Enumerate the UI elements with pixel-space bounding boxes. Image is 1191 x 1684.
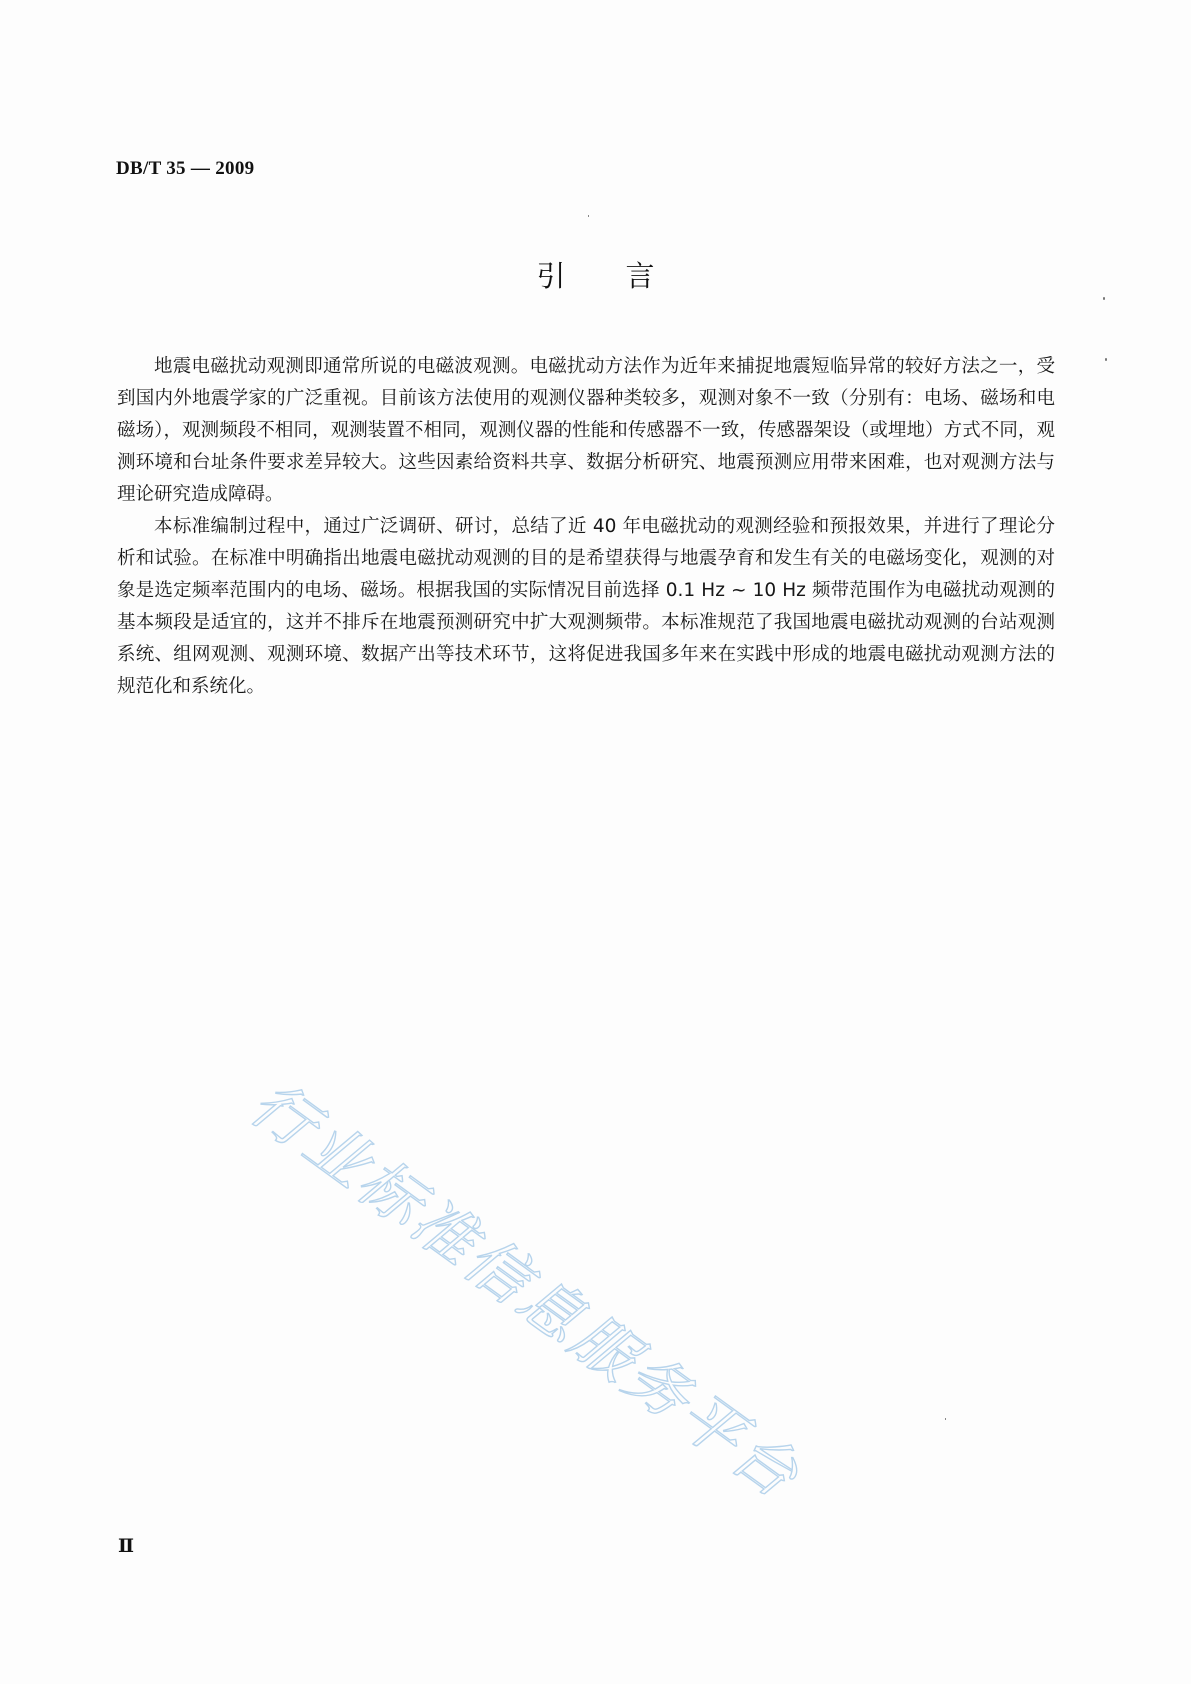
watermark: 行业标准信息服务平台 <box>237 1066 815 1514</box>
section-title-char-2: 言 <box>625 259 655 293</box>
scan-speck <box>1103 297 1105 300</box>
paragraph-2: 本标准编制过程中，通过广泛调研、研讨，总结了近 40 年电磁扰动的观测经验和预报效果，并进行了理论分析和试验。在标准中明确指出地震电磁扰动观测的目的是希望获得与地震孕育和发生有关的电磁场变化，观测的对象是选定频率范围内的电场、磁场。根据我国的实际情况目前选择 0.1 Hz ~ 10 Hz 频带范围作为电磁扰动观测的基本频段是适宜的，这并不排斥在地震预测研究中扩大观测频带。本标准规范了我国地震电磁扰动观测的台站观测系统、组网观测、观测环境、数据产出等技术环节，这将促进我国多年来在实践中形成的地震电磁扰动观测方法的规范化和系统化。 <box>117 516 1055 697</box>
scan-speck <box>945 1418 946 1420</box>
page-number: Ⅱ <box>118 1536 135 1557</box>
scan-speck <box>1105 358 1107 361</box>
document-code: DB/T 35 — 2009 <box>116 158 255 179</box>
section-title <box>0 254 1191 295</box>
section-title-char-1: 引 <box>536 259 566 293</box>
introduction-body <box>117 351 1055 703</box>
paragraph-1: 地震电磁扰动观测即通常所说的电磁波观测。电磁扰动方法作为近年来捕捉地震短临异常的较好方法之一，受到国内外地震学家的广泛重视。目前该方法使用的观测仪器种类较多，观测对象不一致（分别有：电场、磁场和电磁场），观测频段不相同，观测装置不相同，观测仪器的性能和传感器不一致，传感器架设（或埋地）方式不同，观测环境和台址条件要求差异较大。这些因素给资料共享、数据分析研究、地震预测应用带来困难，也对观测方法与理论研究造成障碍。 <box>117 356 1055 505</box>
scan-speck <box>588 215 589 217</box>
